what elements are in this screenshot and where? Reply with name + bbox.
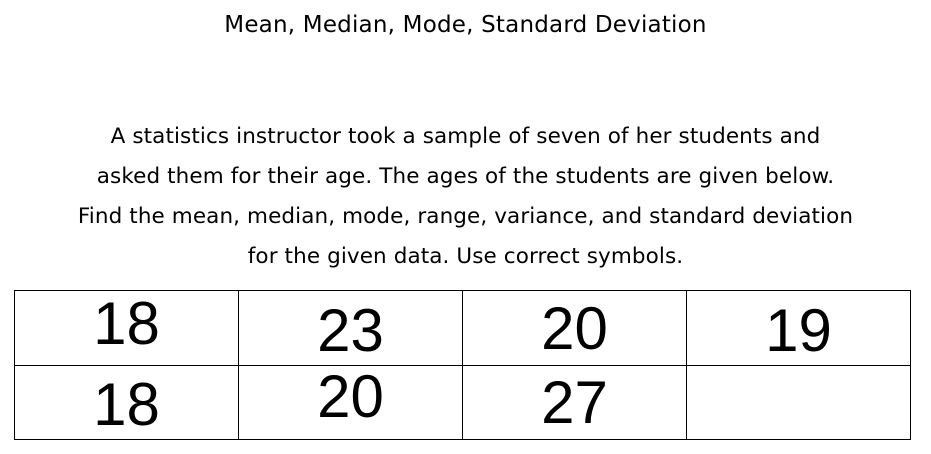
age-value: 19 [765, 297, 832, 364]
ages-table [14, 290, 911, 440]
table-cell [463, 366, 687, 440]
age-value: 20 [541, 295, 608, 362]
age-value: 18 [93, 370, 160, 438]
age-value: 23 [317, 297, 384, 364]
table-cell [239, 362, 463, 440]
table-cell [15, 366, 239, 440]
age-value: 18 [93, 290, 160, 357]
problem-statement [10, 117, 921, 277]
problem-line: A statistics instructor took a sample of seven of her students and [110, 124, 821, 149]
table-cell [463, 291, 687, 366]
table-cell [239, 291, 463, 366]
problem-line: for the given data. Use correct symbols. [247, 244, 684, 269]
table-row [15, 291, 911, 366]
table-cell-empty [687, 366, 911, 440]
problem-line: Find the mean, median, mode, range, variance, and standard deviation [77, 204, 854, 229]
worksheet-title: Mean, Median, Mode, Standard Deviation [224, 12, 707, 38]
table-cell [687, 291, 911, 366]
age-value: 27 [541, 368, 608, 436]
table-row [15, 366, 911, 440]
table-cell [15, 291, 239, 366]
problem-line: asked them for their age. The ages of the students are given below. [96, 164, 835, 189]
age-value: 20 [317, 362, 384, 430]
